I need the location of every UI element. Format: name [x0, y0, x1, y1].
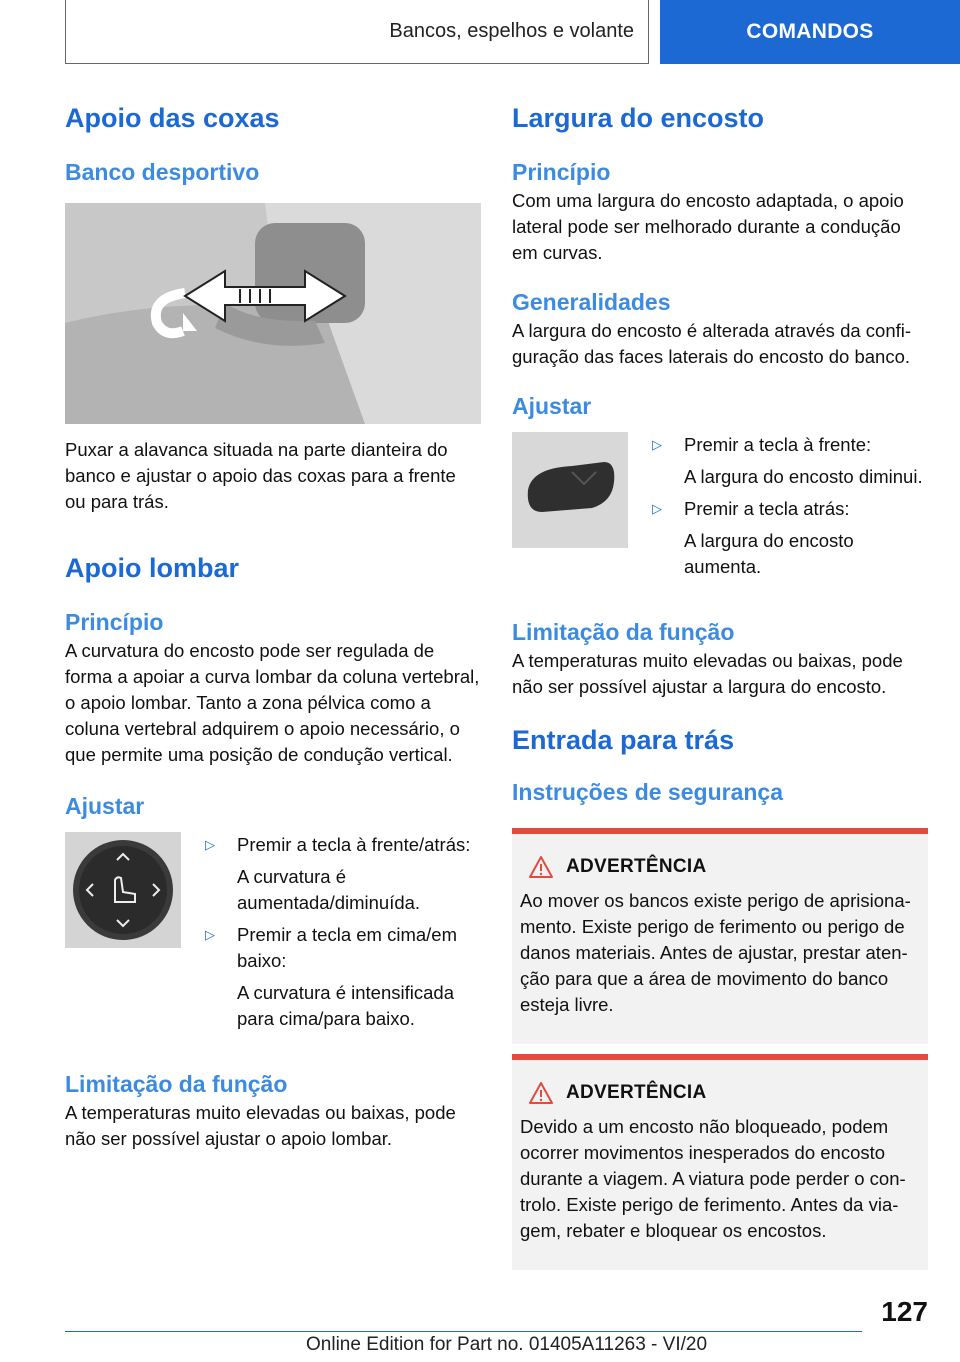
heading-function-limitation: Limitação da função [65, 1071, 288, 1097]
triangle-bullet-icon: ▷ [652, 501, 662, 516]
right-column [512, 100, 928, 1270]
list-item [652, 432, 928, 490]
triangle-bullet-icon: ▷ [205, 837, 215, 852]
width-general-text: A largura do encosto é alterada através da configuração das faces laterais do encosto do banco. [512, 320, 912, 367]
page-number: 127 [881, 1296, 928, 1327]
header-chapter-tab[interactable] [660, 0, 960, 64]
width-adjust-block [512, 432, 928, 586]
list-item [652, 496, 928, 580]
seat-illustration [65, 203, 481, 424]
lumbar-limitation-text: A temperaturas muito elevadas ou baixas, pode não ser possível ajustar o apoio lombar. [65, 1102, 456, 1149]
adjust-action: Premir a tecla à frente: [684, 434, 872, 455]
warning-box [512, 828, 928, 1044]
adjust-result: A curvatura é aumentada/diminuída. [237, 866, 421, 913]
lumbar-adjust-list [205, 832, 481, 1038]
lumbar-adjust-block [65, 832, 481, 1038]
width-principle-text: Com uma largura do encosto adaptada, o apoio lateral pode ser melhorado durante a condução em curvas. [512, 190, 904, 263]
heading-sport-seat: Banco desportivo [65, 159, 260, 185]
lumbar-control-image [65, 832, 181, 948]
adjust-result: A curvatura é intensificada para cima/para baixo. [237, 982, 454, 1029]
width-adjust-list [652, 432, 928, 586]
heading-principle: Princípio [65, 609, 164, 635]
heading-function-limitation: Limitação da função [512, 619, 735, 645]
adjust-result: A largura do encosto diminui. [684, 466, 923, 487]
heading-safety-instructions: Instruções de segurança [512, 779, 783, 805]
heading-lumbar-support: Apoio lombar [65, 553, 239, 583]
heading-principle: Princípio [512, 159, 611, 185]
left-column [65, 100, 481, 1152]
adjust-action: Premir a tecla à frente/atrás: [237, 834, 471, 855]
heading-thigh-support: Apoio das coxas [65, 103, 280, 133]
seat-thigh-support-image [65, 203, 481, 424]
heading-rear-entry: Entrada para trás [512, 725, 735, 755]
adjust-action: Premir a tecla em cima/em baixo: [237, 924, 457, 971]
section-title: Bancos, espelhos e volante [389, 20, 634, 42]
warning-title [528, 1080, 920, 1106]
footer-edition: Online Edition for Part no. 01405A11263 - VI/20 [306, 1334, 708, 1355]
list-item [205, 832, 481, 916]
adjust-result: A largura do encosto aumenta. [684, 530, 854, 577]
warning-text: Ao mover os bancos existe perigo de aprisionamento. Existe perigo de ferimento ou perigo de danos materiais. Antes de ajustar, prestar atenção para que a área de movimento do banco esteja livre. [520, 890, 911, 1015]
list-item [205, 922, 481, 1032]
warning-triangle-icon [528, 1081, 554, 1105]
heading-adjust: Ajustar [512, 393, 592, 419]
adjust-action: Premir a tecla atrás: [684, 498, 850, 519]
lumbar-principle-text: A curvatura do encosto pode ser regulada de forma a apoiar a curva lombar da coluna vertebral, o apoio lombar. Tanto a zona pélvica como a coluna vertebral adquirem o apoio necessário, o que permite uma posição de condução vertical. [65, 640, 480, 765]
width-limitation-text: A temperaturas muito elevadas ou baixas, pode não ser possível ajustar a largura do encosto. [512, 650, 903, 697]
heading-backrest-width: Largura do encosto [512, 103, 765, 133]
footer-divider [65, 1331, 862, 1332]
warning-label: ADVERTÊNCIA [566, 856, 707, 877]
lumbar-button-icon [65, 832, 181, 948]
width-control-image [512, 432, 628, 548]
chapter-label: COMANDOS [746, 20, 874, 43]
heading-adjust: Ajustar [65, 793, 145, 819]
warning-text: Devido a um encosto não bloqueado, podem ocorrer movimentos inesperados do encosto durante a viagem. A viatura pode perder o controlo. Existe perigo de ferimento. Antes da viagem, rebater e bloquear os encostos. [520, 1116, 906, 1241]
warning-box [512, 1054, 928, 1270]
triangle-bullet-icon: ▷ [652, 437, 662, 452]
width-button-icon [512, 432, 628, 548]
header-section-title [65, 0, 649, 64]
heading-general: Generalidades [512, 289, 671, 315]
warning-label: ADVERTÊNCIA [566, 1082, 707, 1103]
triangle-bullet-icon: ▷ [205, 927, 215, 942]
warning-triangle-icon [528, 855, 554, 879]
warning-title [528, 854, 920, 880]
thigh-support-text: Puxar a alavanca situada na parte dianteira do banco e ajustar o apoio das coxas para a frente ou para trás. [65, 439, 456, 512]
